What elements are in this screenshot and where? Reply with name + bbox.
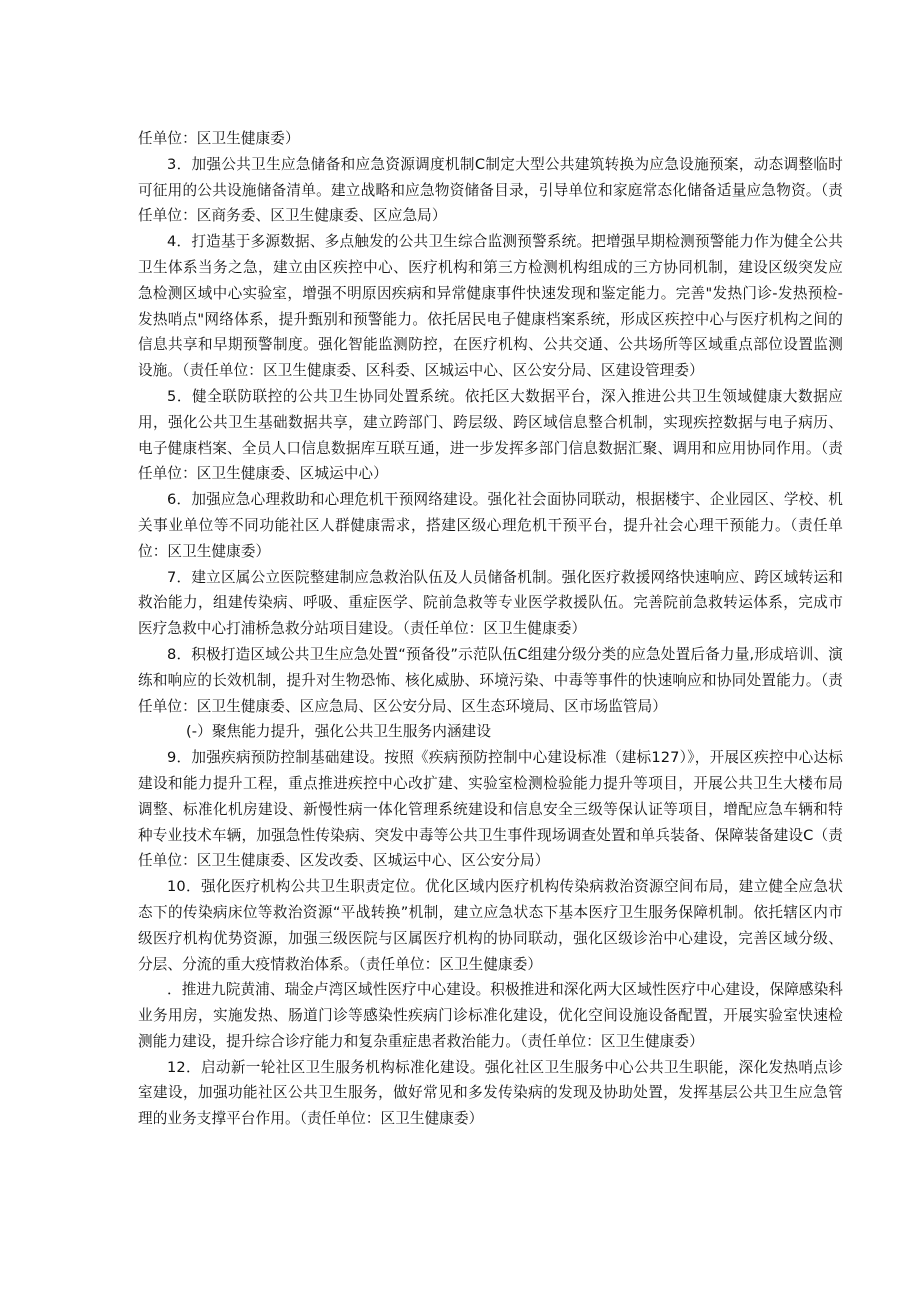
- paragraph-item-5: 5．健全联防联控的公共卫生协同处置系统。依托区大数据平台，深入推进公共卫生领域健康大数据应用，强化公共卫生基础数据共享，建立跨部门、跨层级、跨区域信息整合机制，实现疾控数据与电子病历、电子健康档案、全员人口信息数据库互联互通，进一步发挥多部门信息数据汇聚、调用和应用协同作用。（责任单位：区卫生健康委、区城运中心）: [138, 387, 843, 483]
- paragraph-item-12: 12．启动新一轮社区卫生服务机构标准化建设。强化社区卫生服务中心公共卫生职能，深化发热哨点诊室建设，加强功能社区公共卫生服务，做好常见和多发传染病的发现及协助处置，发挥基层公共卫生应急管理的业务支撑平台作用。（责任单位：区卫生健康委）: [138, 1058, 843, 1128]
- paragraph-item-6: 6．加强应急心理救助和心理危机干预网络建设。强化社会面协同联动，根据楼宇、企业园区、学校、机关事业单位等不同功能社区人群健康需求，搭建区级心理危机干预平台，提升社会心理干预能力。（责任单位：区卫生健康委）: [138, 491, 843, 560]
- paragraph-responsible-unit-continuation: 任单位：区卫生健康委）: [138, 130, 300, 147]
- document-page: [138, 126, 843, 1132]
- paragraph-item-4: 4．打造基于多源数据、多点触发的公共卫生综合监测预警系统。把增强早期检测预警能力作为健全公共卫生体系当务之急，建立由区疾控中心、医疗机构和第三方检测机构组成的三方协同机制，建设区级突发应急检测区域中心实验室，增强不明原因疾病和异常健康事件快速发现和鉴定能力。完善"发热门诊-发热预检-发热哨点"网络体系，提升甄别和预警能力。依托居民电子健康档案系统，形成区疾控中心与医疗机构之间的信息共享和早期预警制度。强化智能监测防控，在医疗机构、公共交通、公共场所等区域重点部位设置监测设施。（责任单位：区卫生健康委、区科委、区城运中心、区公安分局、区建设管理委）: [138, 233, 843, 380]
- paragraph-item-9: 9．加强疾病预防控制基础建设。按照《疾病预防控制中心建设标准（建标127）》，开展区疾控中心达标建设和能力提升工程，重点推进疾控中心改扩建、实验室检测检验能力提升等项目，开展公共卫生大楼布局调整、标准化机房建设、新慢性病一体化管理系统建设和信息安全三级等保认证等项目，增配应急车辆和特种专业技术车辆，加强急性传染病、突发中毒等公共卫生事件现场调查处置和单兵装备、保障装备建设C（责任单位：区卫生健康委、区发改委、区城运中心、区公安分局）: [138, 749, 843, 870]
- section-heading: (-）聚焦能力提升，强化公共卫生服务内涵建设: [186, 723, 492, 741]
- paragraph-item-10: 10．强化医疗机构公共卫生职责定位。优化区域内医疗机构传染病救治资源空间布局，建立健全应急状态下的传染病床位等救治资源“平战转换”机制，建立应急状态下基本医疗卫生服务保障机制。依托辖区内市级医疗机构优势资源，加强三级医院与区属医疗机构的协同联动，强化区级诊治中心建设，完善区域分级、分层、分流的重大疫情救治体系。（责任单位：区卫生健康委）: [138, 878, 843, 973]
- paragraph-item-3: 3．加强公共卫生应急储备和应急资源调度机制C制定大型公共建筑转换为应急设施预案，动态调整临时可征用的公共设施储备清单。建立战略和应急物资储备目录，引导单位和家庭常态化储备适量应急物资。（责任单位：区商务委、区卫生健康委、区应急局）: [138, 155, 843, 225]
- paragraph-item-8: 8．积极打造区域公共卫生应急处置“预备役”示范队伍C组建分级分类的应急处置后备力量,形成培训、演练和响应的长效机制，提升对生物恐怖、核化威胁、环境污染、中毒等事件的快速响应和协同处置能力。（责任单位：区卫生健康委、区应急局、区公安分局、区生态环境局、区市场监管局）: [138, 645, 843, 715]
- paragraph-item-7: 7．建立区属公立医院整建制应急救治队伍及人员储备机制。强化医疗救援网络快速响应、跨区域转运和救治能力，组建传染病、呼吸、重症医学、院前急救等专业医学救援队伍。完善院前急救转运体系，完成市医疗急救中心打浦桥急救分站项目建设。（责任单位：区卫生健康委）: [138, 568, 843, 638]
- paragraph-item-11: ．推进九院黄浦、瑞金卢湾区域性医疗中心建设。积极推进和深化两大区域性医疗中心建设，保障感染科业务用房，实施发热、肠道门诊等感染性疾病门诊标准化建设，优化空间设施设备配置，开展实验室快速检测能力建设，提升综合诊疗能力和复杂重症患者救治能力。（责任单位：区卫生健康委）: [138, 981, 843, 1050]
